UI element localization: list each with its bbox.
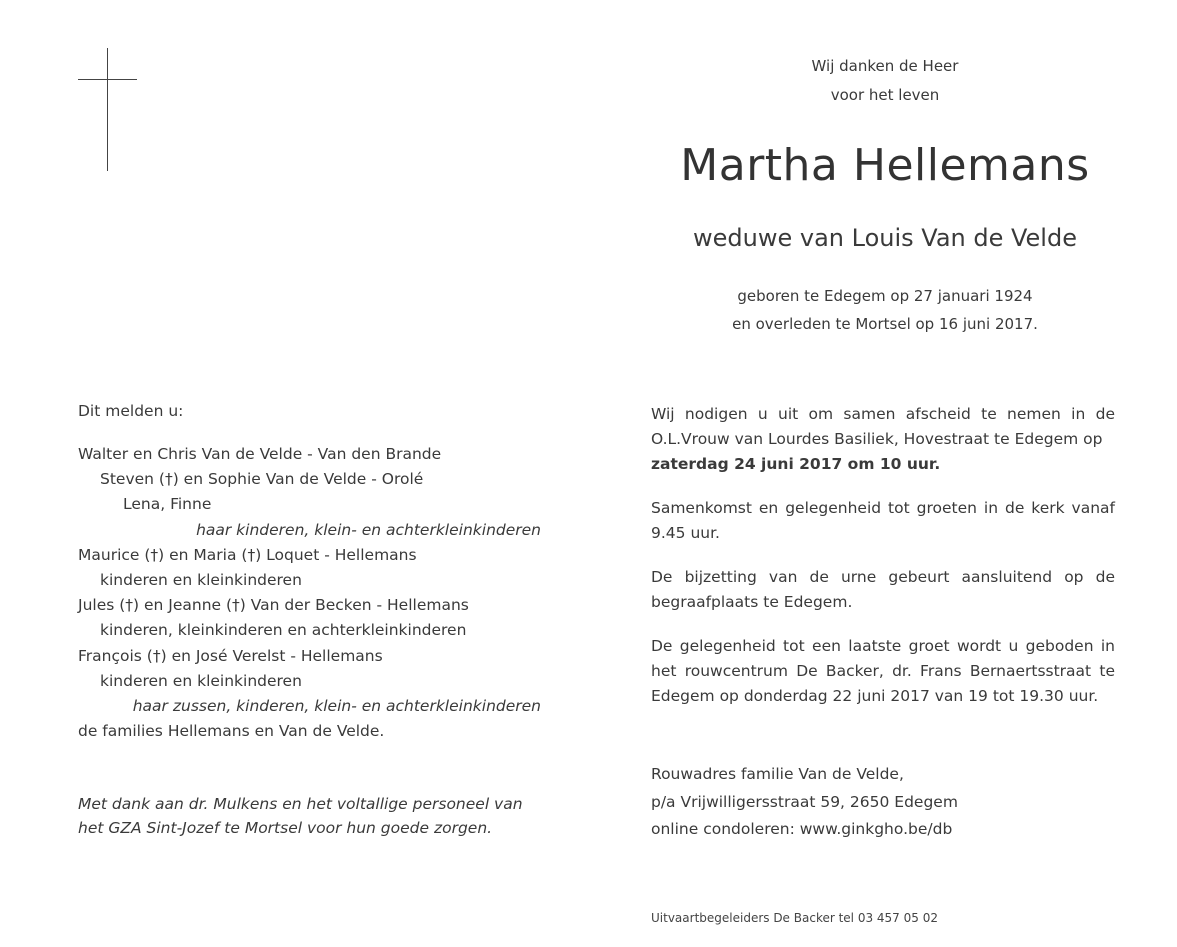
burial-paragraph: De bijzetting van de urne gebeurt aansluitend op de begraafplaats te Edegem.: [651, 568, 1115, 611]
thanks-line-2: het GZA Sint-Jozef te Mortsel voor hun goede zorgen.: [78, 819, 493, 837]
invite-paragraph: [651, 402, 1115, 477]
thanks-line-1: Met dank aan dr. Mulkens en het voltallige personeel van: [78, 795, 523, 813]
family-line: haar kinderen, klein- en achterkleinkinderen: [196, 520, 541, 539]
family-line: kinderen en kleinkinderen: [100, 671, 302, 690]
announcement-heading: Dit melden u:: [78, 402, 184, 420]
family-line: Jules (†) en Jeanne (†) Van der Becken - Hellemans: [78, 596, 469, 615]
last-greeting-paragraph: De gelegenheid tot een laatste groet wordt u geboden in het rouwcentrum De Backer, dr. Frans Bernaertsstraat te Edegem op donderdag 22 juni 2017 van 19 tot 19.30 uur.: [651, 637, 1115, 705]
invite-date: zaterdag 24 juni 2017 om 10 uur.: [651, 455, 941, 473]
invite-text: Wij nodigen u uit om samen afscheid te nemen in de O.L.Vrouw van Lourdes Basiliek, Hovestraat te Edegem op: [651, 405, 1115, 448]
family-line: Maurice (†) en Maria (†) Loquet - Hellemans: [78, 545, 417, 564]
cross-icon-vertical: [107, 48, 108, 171]
family-list: [78, 442, 541, 744]
family-line: Lena, Finne: [123, 495, 212, 514]
online-condolence-link[interactable]: online condoleren: www.ginkgho.be/db: [651, 820, 953, 838]
intro-text: [760, 52, 1010, 110]
family-line: kinderen en kleinkinderen: [100, 571, 302, 590]
cross-icon-horizontal: [78, 79, 137, 80]
widow-of: weduwe van Louis Van de Velde: [693, 224, 1077, 252]
family-line: Steven (†) en Sophie Van de Velde - Orolé: [100, 470, 424, 489]
address-line-2: p/a Vrijwilligersstraat 59, 2650 Edegem: [651, 792, 958, 811]
service-details: [651, 402, 1115, 728]
family-line: Walter en Chris Van de Velde - Van den Brande: [78, 445, 442, 463]
family-line: kinderen, kleinkinderen en achterkleinkinderen: [100, 621, 467, 640]
deceased-name: Martha Hellemans: [680, 140, 1090, 191]
intro-line-1: Wij danken de Heer: [811, 57, 959, 75]
family-line: de families Hellemans en Van de Velde.: [78, 722, 385, 741]
mourning-address: [651, 761, 958, 844]
thanks-note: [78, 792, 541, 840]
address-line-1: Rouwadres familie Van de Velde,: [651, 765, 904, 783]
birth-line: geboren te Edegem op 27 januari 1924: [737, 287, 1033, 305]
gathering-paragraph: Samenkomst en gelegenheid tot groeten in de kerk vanaf 9.45 uur.: [651, 499, 1115, 542]
death-line: en overleden te Mortsel op 16 juni 2017.: [732, 315, 1038, 333]
family-line: haar zussen, kinderen, klein- en achterkleinkinderen: [132, 697, 541, 716]
family-line: François (†) en José Verelst - Hellemans: [78, 646, 383, 665]
intro-line-2: voor het leven: [830, 86, 940, 104]
life-dates: [680, 282, 1090, 338]
funeral-director-footer: Uitvaartbegeleiders De Backer tel 03 457 05 02: [651, 911, 938, 925]
